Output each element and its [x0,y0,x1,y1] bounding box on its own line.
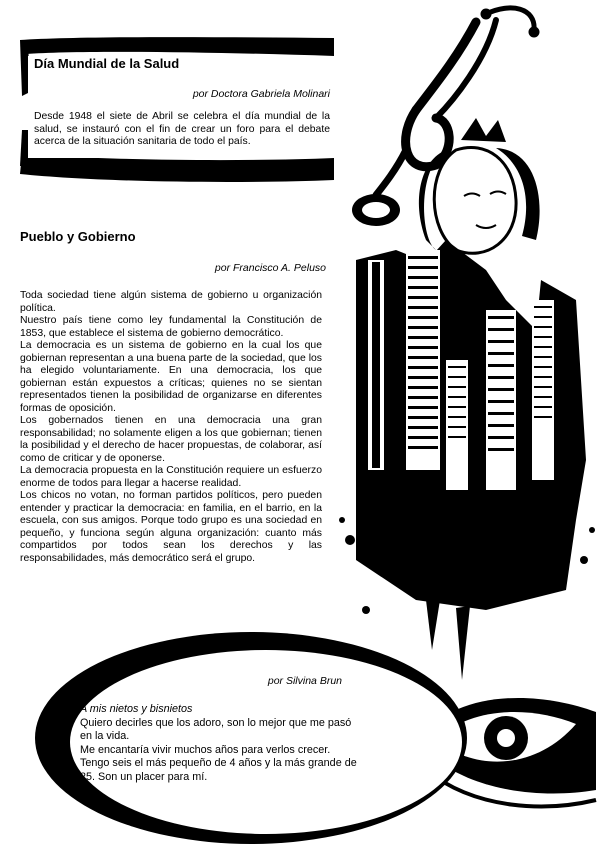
article2-body [20,290,322,565]
article2-paragraph: Los gobernados tienen en una democracia una gran responsabilidad; no solamente eligen a los que gobiernan; tienen la posibilidad y el derecho de hacer propuestas, de colaborar, así como de criticar y de oponerse. [20,415,322,464]
article3-line: Me encantaría vivir muchos años para verlos crecer. Tengo seis el más pequeño de 4 años y la más grande de 25. Son un placer para mí. [80,743,357,783]
woman-face-icon [419,118,540,253]
article1-author: por Doctora Gabriela Molinari [192,88,330,100]
city-skyline-icon [339,240,595,680]
article2-paragraph: La democracia es un sistema de gobierno en la cual los que gobiernan representan a una buena parte de la sociedad, que los ha elegido voluntariamente. En una democracia, los que gobiernan están expuestos a críticas; quienes no se sientan representados tienen la posibilidad de organizarse en diferentes formas de oposición. [20,340,322,414]
article2-paragraph: Toda sociedad tiene algún sistema de gobierno u organización política. [20,290,322,314]
article3-author: por Silvina Brun [267,675,342,687]
article3-body [80,703,360,785]
article3-line: Quiero decirles que los adoro, son lo mejor que me pasó en la vida. [80,716,352,743]
article2-paragraph: Los chicos no votan, no forman partidos políticos, pero pueden entender y practicar la democracia: en familia, en el barrio, en la escuela, con sus amigos. Porque todo grupo es una sociedad en pequeño, y funciona según alguna organización: cuanto más compartidos por todos sean los derechos y las responsabilidades, más democrático será el grupo. [20,490,322,564]
article1-title: Día Mundial de la Salud [34,56,180,71]
article1-body: Desde 1948 el siete de Abril se celebra el día mundial de la salud, se instauró con el fin de crear un foro para el debate acerca de la situación sanitaria de todo el país. [34,111,330,147]
article2-title: Pueblo y Gobierno [20,229,136,244]
article2-paragraph: La democracia propuesta en la Constitución requiere un esfuerzo enorme de todos para llegar a hacerse realidad. [20,465,322,489]
article2-author: por Francisco A. Peluso [214,262,326,274]
article3-heading: A mis nietos y bisnietos [80,703,193,715]
article2-paragraph: Nuestro país tiene como ley fundamental la Constitución de 1853, que establece el sistema de gobierno democrático. [20,315,322,339]
